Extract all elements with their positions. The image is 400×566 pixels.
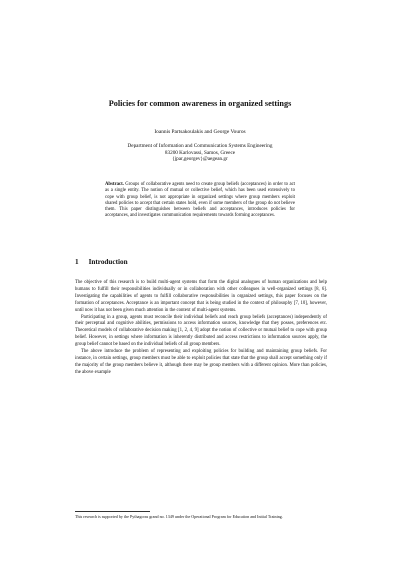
affiliation-address: 83200 Karlovassi, Samos, Greece	[164, 149, 236, 156]
body-paragraph: The objective of this research is to build multi-agent systems that form the digital analogues of human organizations and help humans to fulfill their responsibilities individually or in collaboration with other colleagues in well-organized settings [8, 6]. Investigating the capabilities of agents to fulfill collaborative responsibilities in organized settings, this paper focuses on the formation of acceptances. Acceptance is an important concept that is being studied in the context of philosophy [7, 10], however, until now it has not been given much attention in the context of multi-agent systems.	[75, 280, 327, 313]
footnote: This research is supported by the Pythagoras grand no. 1349 under the Operational Program for Education and Initial Training.	[75, 514, 283, 519]
affiliation-block	[60, 143, 340, 163]
body-paragraph: The above introduce the problem of representing and exploiting policies for building and maintaining group beliefs. For instance, in certain settings, group members must be able to exploit policies that state that the group shall accept something only if the majority of the group members believe it, although there may be group members with a different opinion. More than policies, the above example	[75, 349, 327, 375]
section-title: Introduction	[88, 258, 128, 266]
section-body	[75, 280, 327, 377]
section-heading	[75, 258, 128, 267]
affiliation-department: Department of Information and Communication Systems Engineering	[127, 143, 273, 149]
affiliation-email: {jpar,georgev}@aegean.gr	[172, 156, 228, 163]
body-paragraph: Participating in a group, agents must reconcile their individual beliefs and reach group beliefs (acceptances) independently of their perceptual and cognitive abilities, permissions to access information sources, knowledge that they posses, preferences etc. Theoretical models of collaborative decision making [1, 2, 4, 9] adopt the notion of collective or mutual belief to cope with group belief. However, in settings where information is inherently distributed and access restrictions to information sources apply, the group belief cannot be based on the individual beliefs of all group members.	[75, 314, 327, 348]
section-number: 1	[75, 258, 79, 266]
abstract	[105, 182, 295, 220]
abstract-text: Groups of collaborative agents need to create group beliefs (acceptances) in order to act as a single entity. The notion of mutual or collective belief, which has been used extensively to cope with group belief, is not appropriate in organized settings where group members exploit shared policies to accept that certain states hold, even if some members of the group do not believe them. This paper distinguishes between beliefs and acceptances, introduces policies for acceptances, and investigates communication requirements towards forming acceptances.	[105, 182, 296, 219]
abstract-label: Abstract.	[105, 182, 124, 187]
paper-title: Policies for common awareness in organized settings	[108, 99, 292, 108]
footnote-rule	[75, 511, 150, 512]
paper-authors: Ioannis Partsakoulakis and George Vouros	[154, 129, 246, 135]
